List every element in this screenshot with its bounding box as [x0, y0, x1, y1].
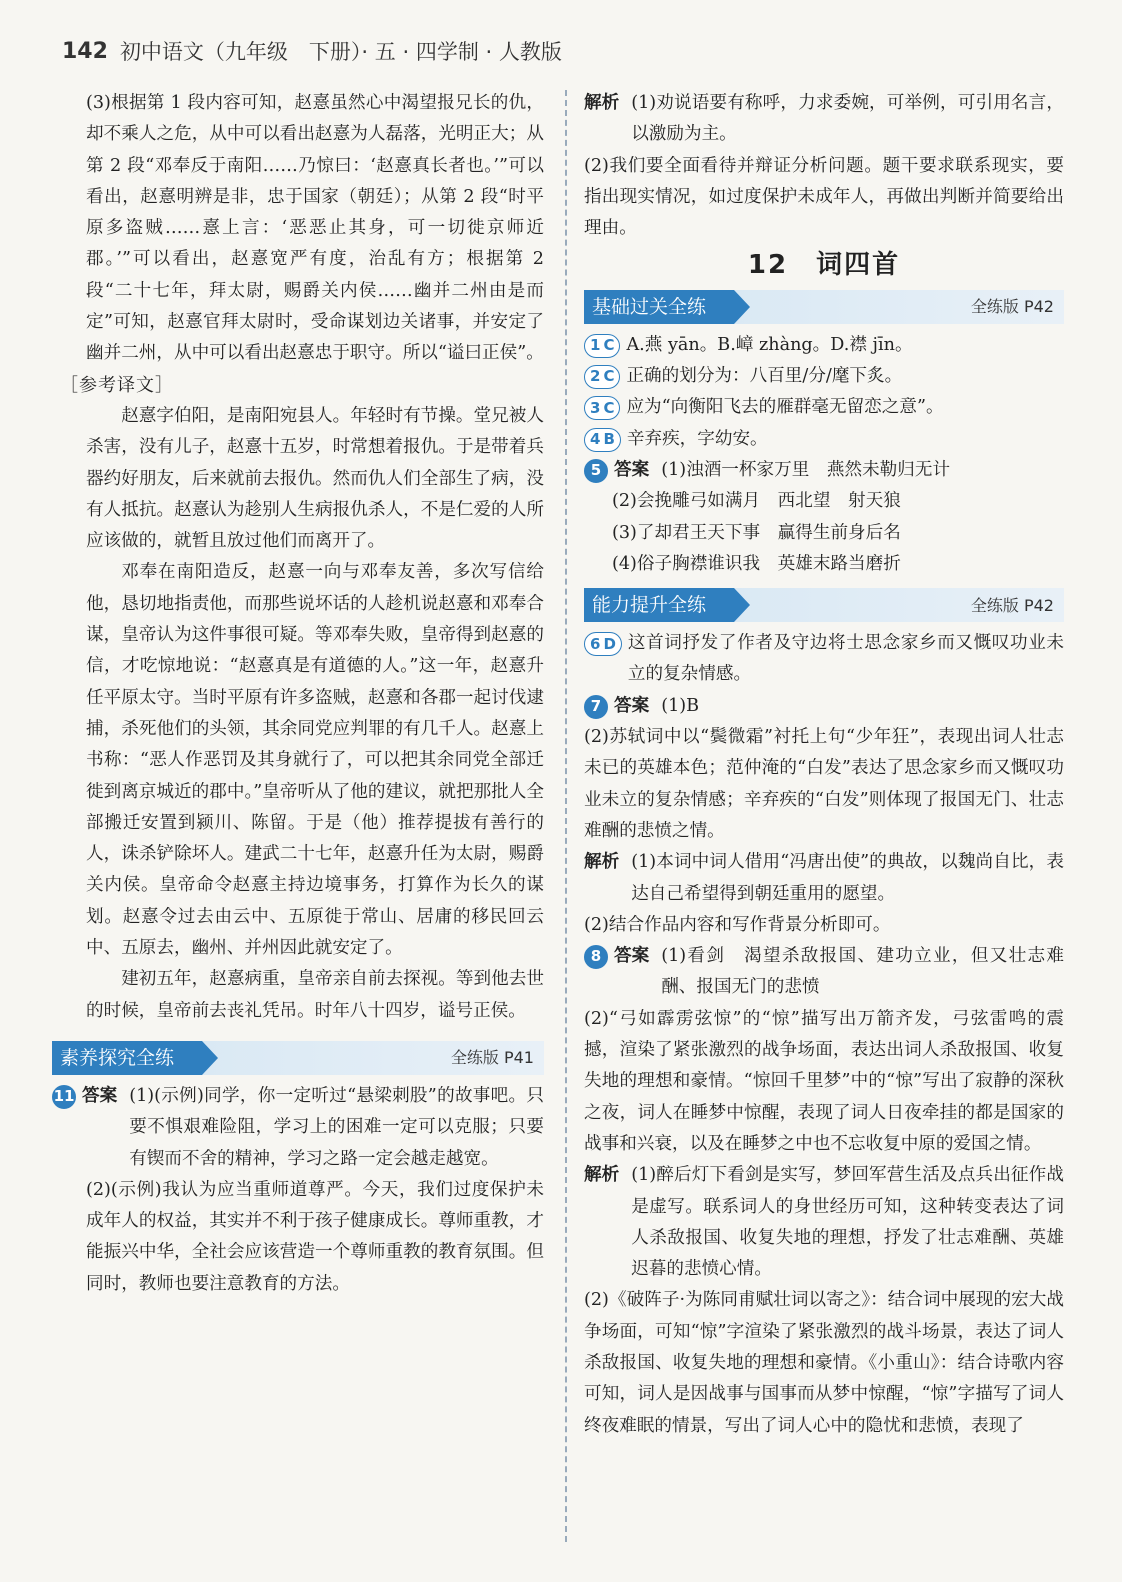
- section-banner-ability: [584, 588, 1064, 622]
- column-divider: [565, 90, 567, 1542]
- section-page-ref: 全练版 P41: [450, 1048, 534, 1068]
- analysis-label: 解析: [584, 93, 620, 113]
- analysis-3: (3)根据第 1 段内容可知，赵憙虽然心中渴望报兄长的仇，却不乘人之危，从中可以看出赵憙为人磊落，光明正大；从第 2 段“邓奉反于南阳……乃惊曰：‘赵憙真长者也。’”可以看出，赵憙明辨是非，忠于国家（朝廷）；从第 2 段“时平原多盗贼……憙上言：‘恶恶止其身，可一切徙京师近郡。’”可以看出，赵憙宽严有度，治乱有方；根据第 2 段“二十七年，拜太尉，赐爵关内侯……幽并二州由是而定”可知，赵憙官拜太尉时，受命谋划边关诸事，并安定了幽并二州，从中可以看出赵憙忠于职守。所以“谥曰正侯”。: [86, 93, 544, 364]
- question-number-badge: 5: [584, 459, 608, 483]
- question-badge: 6 D: [584, 632, 622, 656]
- lesson-title: 12 词四首: [747, 250, 901, 281]
- analysis-label: 解析: [584, 852, 620, 873]
- answer-label: 答案: [82, 1085, 118, 1106]
- analysis-7: [584, 847, 1064, 910]
- section-banner-literacy: [52, 1041, 544, 1075]
- analysis-top-part-2: (2)我们要全面看待并辩证分析问题。题干要求联系现实，要指出现实情况，如过度保护未成年人，再做出判断并简要给出理由。: [584, 155, 1064, 239]
- question-badge: 2 C: [584, 365, 620, 389]
- page-number: 142: [62, 38, 108, 64]
- translation-paragraph-2: 邓奉在南阳造反，赵憙一向与邓奉友善，多次写信给他，恳切地指责他，而那些说坏话的人趁机说赵憙和邓奉合谋，皇帝认为这件事很可疑。等邓奉失败，皇帝得到赵憙的信，才吃惊地说：“赵憙真是有道德的人。”这一年，赵憙升任平原太守。当时平原有许多盗贼，赵憙和各郡一起讨伐逮捕，杀死他们的头领，其余同党应判罪的有几千人。赵憙上书称：“恶人作恶罚及其身就行了，可以把其余同党全部迁徙到离京城近的郡中。”皇帝听从了他的建议，就把那批人全部搬迁安置到颍川、陈留。于是（他）推荐提拔有善行的人，诛杀铲除坏人。建武二十七年，赵憙升任为太尉，赐爵关内侯。皇帝命令赵憙主持边境事务，打算作为长久的谋划。赵憙令过去由云中、五原徙于常山、居庸的移民回云中、五原去，幽州、并州因此就安定了。: [86, 562, 544, 959]
- answer-part-1: (1)看剑 渴望杀敌报国、建功立业，但又壮志难酬、报国无门的悲愤: [661, 946, 1064, 998]
- translation-paragraph-1: 赵憙字伯阳，是南阳宛县人。年轻时有节操。堂兄被人杀害，没有儿子，赵憙十五岁，时常想着报仇。于是带着兵器约好朋友，后来就前去报仇。然而仇人们全部生了病，没有人抵抗。赵憙认为趁别人生病报仇杀人，不是仁爱的人所应该做的，就暂且放过他们而离开了。: [86, 405, 544, 552]
- analysis-part-2: (2)《破阵子·为陈同甫赋壮词以寄之》：结合词中展现的宏大战争场面，可知“惊”字渲染了紧张激烈的战斗场景，表达了词人杀敌报国、收复失地的理想和豪情。《小重山》：结合诗歌内容可知，词人是因战事与国事而从梦中惊醒，“惊”字描写了词人终夜难眠的情景，写出了词人心中的隐忧和悲愤，表现了: [584, 1290, 1064, 1436]
- question-text: A.燕 yān。B.嶂 zhàng。D.襟 jīn。: [626, 334, 913, 355]
- section-title: 素养探究全练: [52, 1041, 202, 1075]
- section-page-ref: 全练版 P42: [970, 595, 1054, 615]
- answer-part-1: (1)B: [661, 695, 700, 716]
- analysis-part-2: (2)结合作品内容和写作背景分析即可。: [584, 914, 891, 935]
- question-2: [584, 361, 1064, 392]
- left-column: [53, 88, 544, 1300]
- answer-label: 答案: [614, 695, 650, 716]
- question-11: [52, 1081, 544, 1175]
- answer-part-2: (2)“弓如霹雳弦惊”的“惊”描写出万箭齐发，弓弦雷鸣的震撼，渲染了紧张激烈的战争场面，表达出词人杀敌报国、收复失地的理想和豪情。“惊回千里梦”中的“惊”写出了寂静的深秋之夜，词人在睡梦中惊醒，表现了词人日夜牵挂的都是国家的战事和兴衰，以及在睡梦之中也不忘收复中原的爱国之情。: [584, 1008, 1064, 1154]
- question-text: 应为“向衡阳飞去的雁群毫无留恋之意”。: [626, 397, 944, 418]
- answer-line-4: (4)俗子胸襟谁识我 英雄末路当磨折: [612, 553, 901, 574]
- analysis-label: 解析: [584, 1165, 620, 1186]
- answer-part-1: (1)(示例)同学，你一定听过“悬梁刺股”的故事吧。只要不惧艰难险阻，学习上的困难一定可以克服；只要有锲而不舍的精神，学习之路一定会越走越宽。: [129, 1085, 544, 1169]
- question-badge: 1 C: [584, 334, 620, 358]
- answer-line-3: (3)了却君王天下事 赢得生前身后名: [612, 522, 901, 543]
- question-3: [584, 392, 1064, 423]
- question-text: 这首词抒发了作者及守边将士思念家乡而又慨叹功业未立的复杂情感。: [627, 633, 1064, 685]
- question-number-badge: 7: [584, 695, 608, 719]
- answer-line-2: (2)会挽雕弓如满月 西北望 射天狼: [612, 491, 901, 512]
- question-number-badge: 11: [52, 1085, 76, 1109]
- section-title: 基础过关全练: [584, 290, 734, 324]
- analysis-top: [584, 88, 1064, 151]
- question-text: 辛弃疾，字幼安。: [626, 428, 768, 449]
- answer-line-1: (1)浊酒一杯家万里 燕然未勒归无计: [661, 459, 951, 480]
- answer-part-2: (2)苏轼词中以“鬓微霜”衬托上句“少年狂”，表现出词人壮志未已的英雄本色；范仲淹的“白发”表达了思念家乡而又慨叹功业未立的复杂情感；辛弃疾的“白发”则体现了报国无门、壮志难酬的悲愤之情。: [584, 727, 1064, 841]
- section-page-ref: 全练版 P42: [970, 297, 1054, 317]
- answer-label: 答案: [614, 459, 650, 480]
- translation-paragraph-3: 建初五年，赵憙病重，皇帝亲自前去探视。等到他去世的时候，皇帝前去丧礼凭吊。时年八十四岁，谥号正侯。: [86, 969, 544, 1021]
- analysis-top-part-1: (1)劝说语要有称呼，力求委婉，可举例，可引用名言，以激励为主。: [631, 93, 1064, 145]
- analysis-part-1: (1)本词中词人借用“冯唐出使”的典故，以魏尚自比，表达自己希望得到朝廷重用的愿望。: [631, 852, 1064, 904]
- page-header: [62, 36, 562, 66]
- question-4: [584, 424, 1064, 455]
- question-8: [584, 941, 1064, 1004]
- right-column: [584, 88, 1064, 1442]
- analysis-8: [584, 1160, 1064, 1285]
- question-1: [584, 330, 1064, 361]
- reference-translation-title: ［参考译文］: [60, 374, 174, 396]
- analysis-part-1: (1)醉后灯下看剑是实写，梦回军营生活及点兵出征作战是虚写。联系词人的身世经历可知，这种转变表达了词人杀敌报国、收复失地的理想，抒发了壮志难酬、英雄迟暮的悲愤心情。: [631, 1165, 1064, 1280]
- question-badge: 3 C: [584, 396, 620, 420]
- question-number-badge: 8: [584, 945, 608, 969]
- section-banner-basics: [584, 290, 1064, 324]
- answer-label: 答案: [614, 946, 650, 967]
- question-5: [584, 455, 1064, 486]
- book-title: 初中语文（九年级 下册）· 五 · 四学制 · 人教版: [119, 40, 562, 64]
- question-text: 正确的划分为：八百里/分/麾下炙。: [626, 366, 903, 387]
- answer-part-2: (2)(示例)我认为应当重师道尊严。今天，我们过度保护未成年人的权益，其实并不利于孩子健康成长。尊师重教，才能振兴中华，全社会应该营造一个尊师重教的教育氛围。但同时，教师也要注意教育的方法。: [86, 1179, 544, 1294]
- question-badge: 4 B: [584, 428, 621, 452]
- section-title: 能力提升全练: [584, 588, 734, 622]
- question-7: [584, 691, 1064, 722]
- question-6: [584, 628, 1064, 691]
